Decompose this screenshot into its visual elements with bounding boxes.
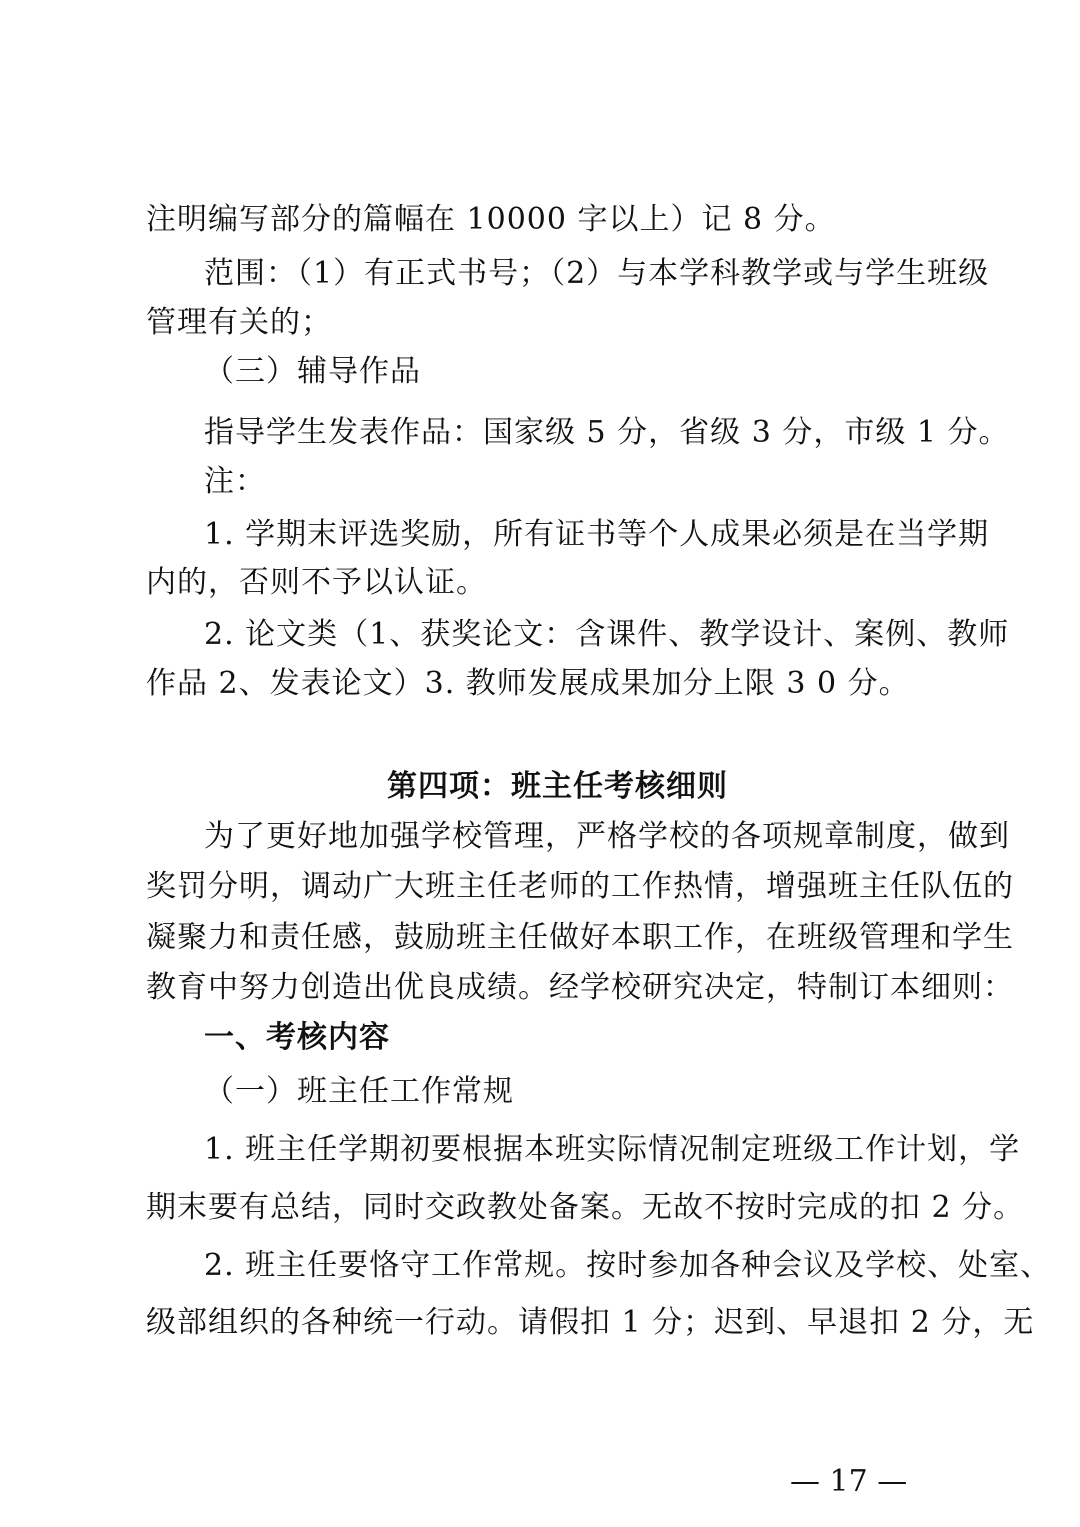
section-title: 第四项：班主任考核细则: [387, 769, 728, 804]
intro-line-1: 为了更好地加强学校管理，严格学校的各项规章制度，做到: [204, 819, 1010, 854]
note-item-2: 2. 论文类（1、获奖论文：含课件、教学设计、案例、教师: [204, 617, 1010, 652]
text-line-3: 管理有关的；: [146, 305, 332, 340]
rule-line-1: 1. 班主任学期初要根据本班实际情况制定班级工作计划，学: [204, 1132, 1021, 1167]
intro-line-4: 教育中努力创造出优良成绩。经学校研究决定，特制订本细则：: [146, 970, 1014, 1005]
note-item-2-cont: 作品 2、发表论文）3. 教师发展成果加分上限 3 0 分。: [146, 666, 910, 701]
subheading-banzhuren-changgui: （一）班主任工作常规: [204, 1074, 514, 1109]
text-line-5: 指导学生发表作品：国家级 5 分，省级 3 分，市级 1 分。: [204, 415, 1010, 450]
intro-line-2: 奖罚分明，调动广大班主任老师的工作热情，增强班主任队伍的: [146, 869, 1014, 904]
text-line-1: 注明编写部分的篇幅在 10000 字以上）记 8 分。: [146, 202, 836, 237]
note-item-1: 1. 学期末评选奖励，所有证书等个人成果必须是在当学期: [204, 517, 990, 552]
note-item-1-cont: 内的，否则不予以认证。: [146, 565, 487, 600]
note-label: 注：: [204, 464, 266, 499]
heading-kaohe-neirong: 一、考核内容: [204, 1020, 390, 1055]
intro-line-3: 凝聚力和责任感，鼓励班主任做好本职工作，在班级管理和学生: [146, 920, 1014, 955]
rule-line-4: 级部组织的各种统一行动。请假扣 1 分；迟到、早退扣 2 分，无: [146, 1305, 1035, 1340]
text-line-2: 范围：（1）有正式书号；（2）与本学科教学或与学生班级: [204, 256, 990, 291]
rule-line-3: 2. 班主任要恪守工作常规。按时参加各种会议及学校、处室、: [204, 1248, 1052, 1283]
page-number: — 17 —: [790, 1464, 908, 1499]
rule-line-2: 期末要有总结，同时交政教处备案。无故不按时完成的扣 2 分。: [146, 1190, 1025, 1225]
section-heading-fudao-zuopin: （三）辅导作品: [204, 354, 421, 389]
